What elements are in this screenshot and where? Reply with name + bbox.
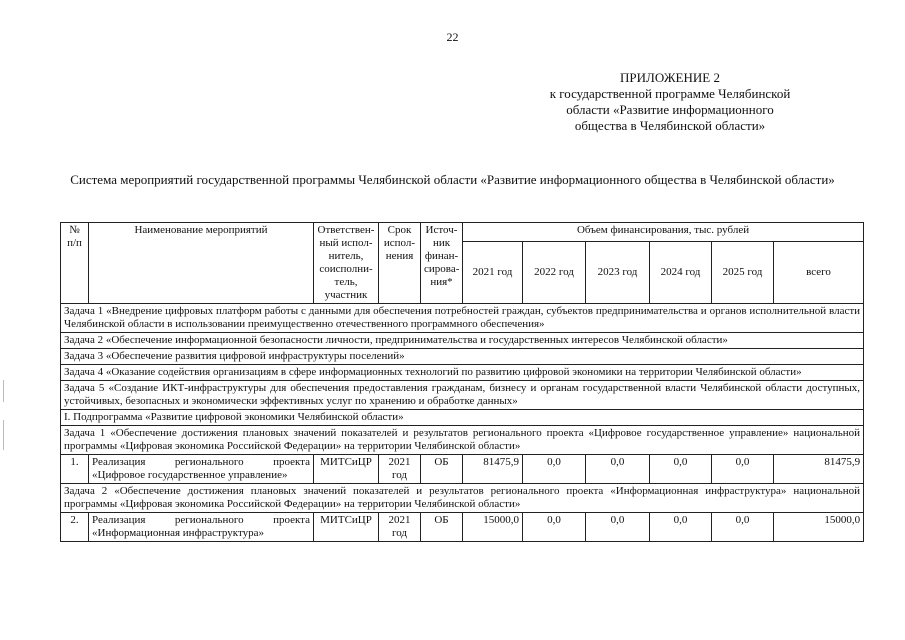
measures-table bbox=[60, 222, 864, 542]
row-2023: 0,0 bbox=[586, 513, 650, 542]
row-2023: 0,0 bbox=[586, 455, 650, 484]
header-source: Источ-ник финан-сирова-ния* bbox=[421, 223, 463, 304]
header-2021: 2021 год bbox=[463, 242, 523, 304]
header-2024: 2024 год bbox=[650, 242, 712, 304]
subprogram-row bbox=[61, 410, 864, 426]
row-2021: 15000,0 bbox=[463, 513, 523, 542]
page-number: 22 bbox=[446, 30, 459, 44]
task-row bbox=[61, 484, 864, 513]
row-2025: 0,0 bbox=[712, 455, 774, 484]
row-num: 2. bbox=[61, 513, 89, 542]
task-text: Задача 2 «Обеспечение достижения плановых значений показателей и результатов регионального проекта «Информационная инфраструктура» национальной программы «Цифровая экономика Российской Федерации» на территории Челябинской области» bbox=[61, 484, 864, 513]
task-row bbox=[61, 381, 864, 410]
row-term: 2021 год bbox=[379, 513, 421, 542]
header-2023: 2023 год bbox=[586, 242, 650, 304]
appendix-line: области «Развитие информационного bbox=[566, 102, 774, 117]
appendix-line: общества в Челябинской области» bbox=[574, 118, 766, 133]
header-funding: Объем финансирования, тыс. рублей bbox=[463, 223, 864, 242]
task-text: Задача 2 «Обеспечение информационной безопасности личности, предпринимательства и государственных интересов Челябинской области» bbox=[61, 333, 864, 349]
row-source: ОБ bbox=[421, 455, 463, 484]
header-executor: Ответствен-ный испол-нитель, соисполни-тель, участник bbox=[314, 223, 379, 304]
appendix-title: ПРИЛОЖЕНИЕ 2 bbox=[620, 70, 720, 85]
task-text: Задача 3 «Обеспечение развития цифровой инфраструктуры поселений» bbox=[61, 349, 864, 365]
row-2021: 81475,9 bbox=[463, 455, 523, 484]
header-term: Срок испол-нения bbox=[379, 223, 421, 304]
header-name: Наименование мероприятий bbox=[89, 223, 314, 304]
header-2025: 2025 год bbox=[712, 242, 774, 304]
task-text: Задача 1 «Внедрение цифровых платформ работы с данными для обеспечения потребностей граждан, субъектов предпринимательства и органов исполнительной власти Челябинской области в использовании преимущественно отечественного программного обеспечения» bbox=[61, 304, 864, 333]
row-executor: МИТСиЦР bbox=[314, 513, 379, 542]
task-text: Задача 1 «Обеспечение достижения плановых значений показателей и результатов регионального проекта «Цифровое государственное управление» национальной программы «Цифровая экономика Российской Федерации» на территории Челябинской области» bbox=[61, 426, 864, 455]
row-total: 81475,9 bbox=[774, 455, 864, 484]
table-row bbox=[61, 513, 864, 542]
task-text: Задача 5 «Создание ИКТ-инфраструктуры для обеспечения предоставления гражданам, бизнесу и органам государственной власти Челябинской области доступных, устойчивых, безопасных и экономически эффективных услуг по хранению и обработке данных» bbox=[61, 381, 864, 410]
appendix-header bbox=[515, 70, 825, 134]
task-row bbox=[61, 304, 864, 333]
table-header-row bbox=[61, 223, 864, 242]
row-executor: МИТСиЦР bbox=[314, 455, 379, 484]
scan-margin-mark bbox=[3, 420, 4, 450]
row-2025: 0,0 bbox=[712, 513, 774, 542]
header-total: всего bbox=[774, 242, 864, 304]
row-name: Реализация регионального проекта «Цифровое государственное управление» bbox=[89, 455, 314, 484]
task-row bbox=[61, 426, 864, 455]
row-num: 1. bbox=[61, 455, 89, 484]
subprogram-text: I. Подпрограмма «Развитие цифровой экономики Челябинской области» bbox=[61, 410, 864, 426]
task-row bbox=[61, 365, 864, 381]
row-total: 15000,0 bbox=[774, 513, 864, 542]
row-source: ОБ bbox=[421, 513, 463, 542]
row-2024: 0,0 bbox=[650, 513, 712, 542]
header-2022: 2022 год bbox=[523, 242, 586, 304]
header-num: № п/п bbox=[61, 223, 89, 304]
scan-margin-mark bbox=[3, 380, 4, 402]
task-text: Задача 4 «Оказание содействия организациям в сфере информационных технологий по развитию цифровой экономики на территории Челябинской области» bbox=[61, 365, 864, 381]
appendix-line: к государственной программе Челябинской bbox=[549, 86, 791, 101]
row-2022: 0,0 bbox=[523, 513, 586, 542]
row-2024: 0,0 bbox=[650, 455, 712, 484]
row-name: Реализация регионального проекта «Информационная инфраструктура» bbox=[89, 513, 314, 542]
document-title: Система мероприятий государственной программы Челябинской области «Развитие информационного общества в Челябинской области» bbox=[70, 172, 835, 187]
table-row bbox=[61, 455, 864, 484]
row-term: 2021 год bbox=[379, 455, 421, 484]
task-row bbox=[61, 333, 864, 349]
task-row bbox=[61, 349, 864, 365]
row-2022: 0,0 bbox=[523, 455, 586, 484]
